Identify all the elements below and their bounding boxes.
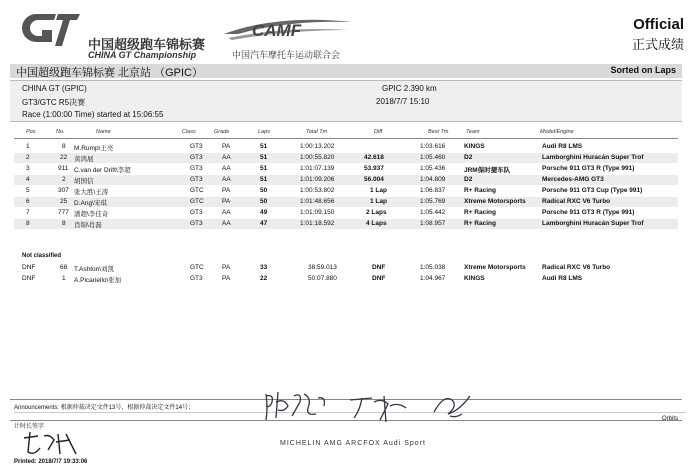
col-pos: Pos (26, 129, 36, 135)
table-row: 3 911 C.van der Drift\李超 GT3 AA 51 1:01:07.139 53.937 1:05.436 JRM保时捷车队 Porsche 911 GT3 R (Type 991) (26, 165, 635, 174)
official-label-cn: 正式成绩 (631, 37, 684, 52)
event-title: 中国超级跑车锦标赛 北京站 （GPIC） (16, 67, 204, 79)
orbits-label: Orbits (661, 416, 678, 422)
race-start: Race (1:00:00 Time) started at 15:06:55 (22, 110, 164, 119)
timing-signature (20, 430, 80, 458)
table-row: 4 2 胡国信 GT3 AA 51 1:01:09.206 56.004 1:04.809 D2 Mercedes-AMG GT3 (14, 175, 678, 185)
sponsor-logos: MICHELIN AMG ARCFOX Audi Sport (280, 440, 426, 447)
race-info-box (10, 80, 682, 122)
printed-timestamp: Printed: 2018/7/7 19:33:06 (14, 459, 88, 465)
table-row: 6 25 D.Ang\宋琪 GTC PA 50 1:01:48.656 1 Lap 1:05.769 Xtreme Motorsports Radical RXC V6 Turbo (14, 197, 678, 207)
col-total: Total Tm (306, 129, 328, 135)
gt-title-en: CHINA GT Championship (88, 50, 197, 60)
col-laps: Laps (258, 129, 270, 135)
col-class: Class (182, 129, 196, 135)
col-name: Name (96, 129, 111, 135)
table-row: 2 22 黄鸿展 GT3 AA 51 1:00:55.820 42.618 1:05.460 D2 Lamborghini Huracán Super Trof (14, 153, 678, 163)
table-row: DNF 68 T.Ashton\刘凯 GTC PA 33 38:59.013 DNF 1:05.038 Xtreme Motorsports Radical RXC V6 Turbo (22, 264, 611, 273)
table-row: DNF 1 A.Picariello\张加 GT3 PA 22 50:07.880 DNF 1:04.967 KINGS Audi R8 LMS (22, 275, 583, 284)
col-no: No. (56, 129, 65, 135)
table-row: 8 8 肖锦\肖磊 GT3 AA 47 1:01:18.592 4 Laps 1:08.957 R+ Racing Lamborghini Huracán Super Trof (14, 219, 678, 229)
camf-name-cn: 中国汽车摩托车运动联合会 (232, 50, 341, 60)
announcement-text: Announcements: 根据仲裁决定文件13号，根据仲裁决定文件14号； (14, 405, 195, 411)
official-label: Official (633, 16, 684, 33)
steward-signature-1 (262, 388, 332, 424)
gt-title-cn: 中国超级跑车锦标赛 (88, 37, 206, 52)
event-title-bar (10, 64, 682, 78)
col-team: Team (466, 129, 480, 135)
race-class: GT3/GTC R5决赛 (22, 98, 86, 107)
col-grade: Grade (214, 129, 230, 135)
camf-logo-text: CAMF (252, 21, 302, 40)
not-classified-heading: Not classified (22, 253, 62, 259)
race-datetime: 2018/7/7 15:10 (376, 97, 430, 106)
col-model: Model/Engine (540, 129, 574, 135)
series-name: CHINA GT (GPIC) (22, 84, 87, 93)
header-divider (14, 138, 678, 139)
col-diff: Diff (374, 129, 383, 135)
sort-label: Sorted on Laps (610, 65, 676, 75)
table-row: 5 307 张大胜\王涛 GTC PA 50 1:00:53.802 1 Lap 1:06.837 R+ Racing Porsche 911 GT3 Cup (Type 991) (26, 187, 643, 196)
track-length: GPIC 2.390 km (382, 84, 437, 93)
table-row: 7 777 潘超\李佳奇 GT3 AA 49 1:01:09.150 2 Laps 1:05.442 R+ Racing Porsche 911 GT3 R (Type 991) (26, 209, 635, 218)
steward-signature-2 (346, 392, 410, 424)
china-gt-logo (22, 10, 82, 52)
col-best: Best Tm (428, 129, 449, 135)
timing-signature-label: 计时长签字 (14, 424, 45, 430)
camf-logo (218, 12, 358, 52)
steward-signature-3 (430, 390, 474, 422)
table-row: 1 8 M.Rump\王亮 GT3 PA 51 1:00:13.202 1:03.616 KINGS Audi R8 LMS (26, 143, 583, 152)
